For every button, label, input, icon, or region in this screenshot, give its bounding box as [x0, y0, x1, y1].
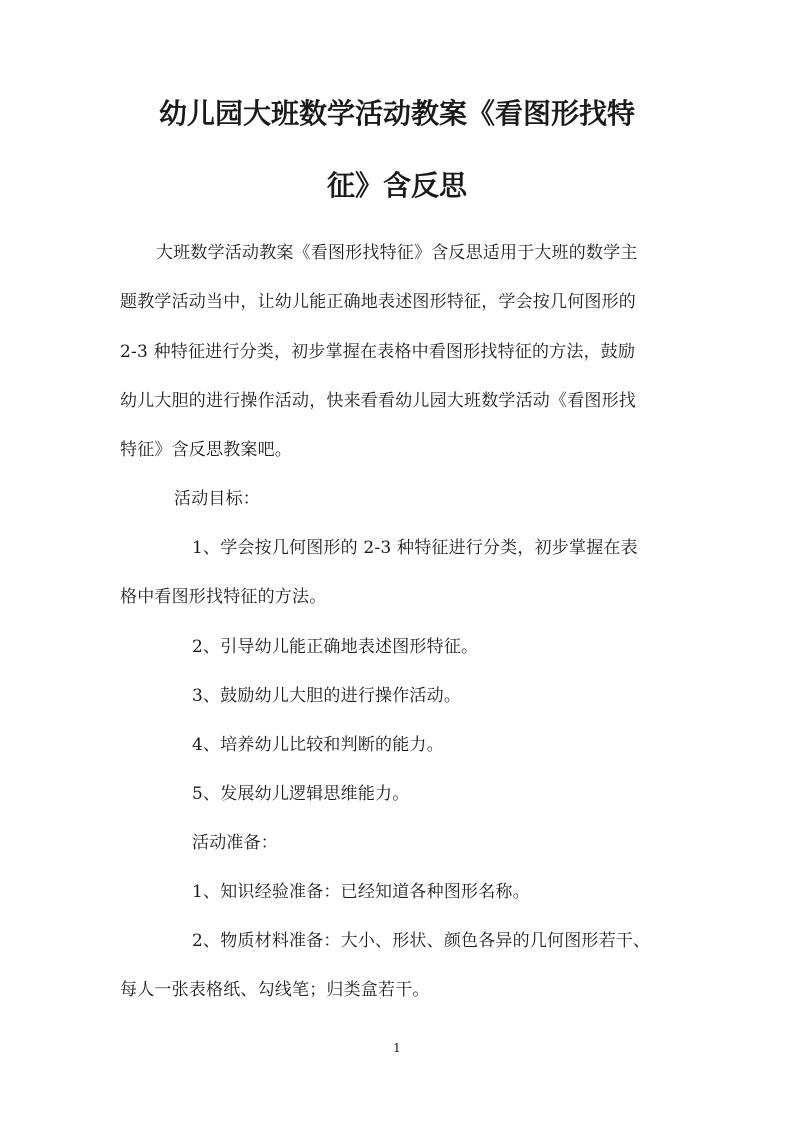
goal-1-line-1: 1、学会按几何图形的 2-3 种特征进行分类，初步掌握在表 [192, 538, 638, 558]
intro-line-2: 题教学活动当中，让幼儿能正确地表述图形特征，学会按几何图形的 [120, 292, 636, 312]
document-title-line-2: 征》含反思 [326, 169, 467, 202]
prep-1: 1、知识经验准备：已经知道各种图形名称。 [192, 882, 530, 902]
intro-line-5: 特征》含反思教案吧。 [120, 440, 292, 460]
goal-4: 4、培养幼儿比较和判断的能力。 [192, 735, 444, 755]
document-title-line-1: 幼儿园大班数学活动教案《看图形找特 [158, 97, 635, 130]
goal-3: 3、鼓励幼儿大胆的进行操作活动。 [192, 686, 462, 706]
intro-line-4: 幼儿大胆的进行操作活动，快来看看幼儿园大班数学活动《看图形找 [120, 391, 636, 411]
goal-2: 2、引导幼儿能正确地表述图形特征。 [192, 637, 479, 657]
intro-line-3: 2-3 种特征进行分类，初步掌握在表格中看图形找特征的方法，鼓励 [120, 342, 636, 362]
intro-line-1: 大班数学活动教案《看图形找特征》含反思适用于大班的数学主 [156, 243, 638, 263]
prep-2-line-2: 每人一张表格纸、勾线笔；归类盒若干。 [120, 980, 430, 1000]
prep-heading: 活动准备： [192, 833, 278, 853]
prep-2-line-1: 2、物质材料准备：大小、形状、颜色各异的几何图形若干、 [192, 931, 651, 951]
page-number: 1 [393, 1041, 401, 1055]
goals-heading: 活动目标： [174, 489, 260, 509]
goal-1-line-2: 格中看图形找特征的方法。 [120, 587, 327, 607]
goal-5: 5、发展幼儿逻辑思维能力。 [192, 784, 410, 804]
